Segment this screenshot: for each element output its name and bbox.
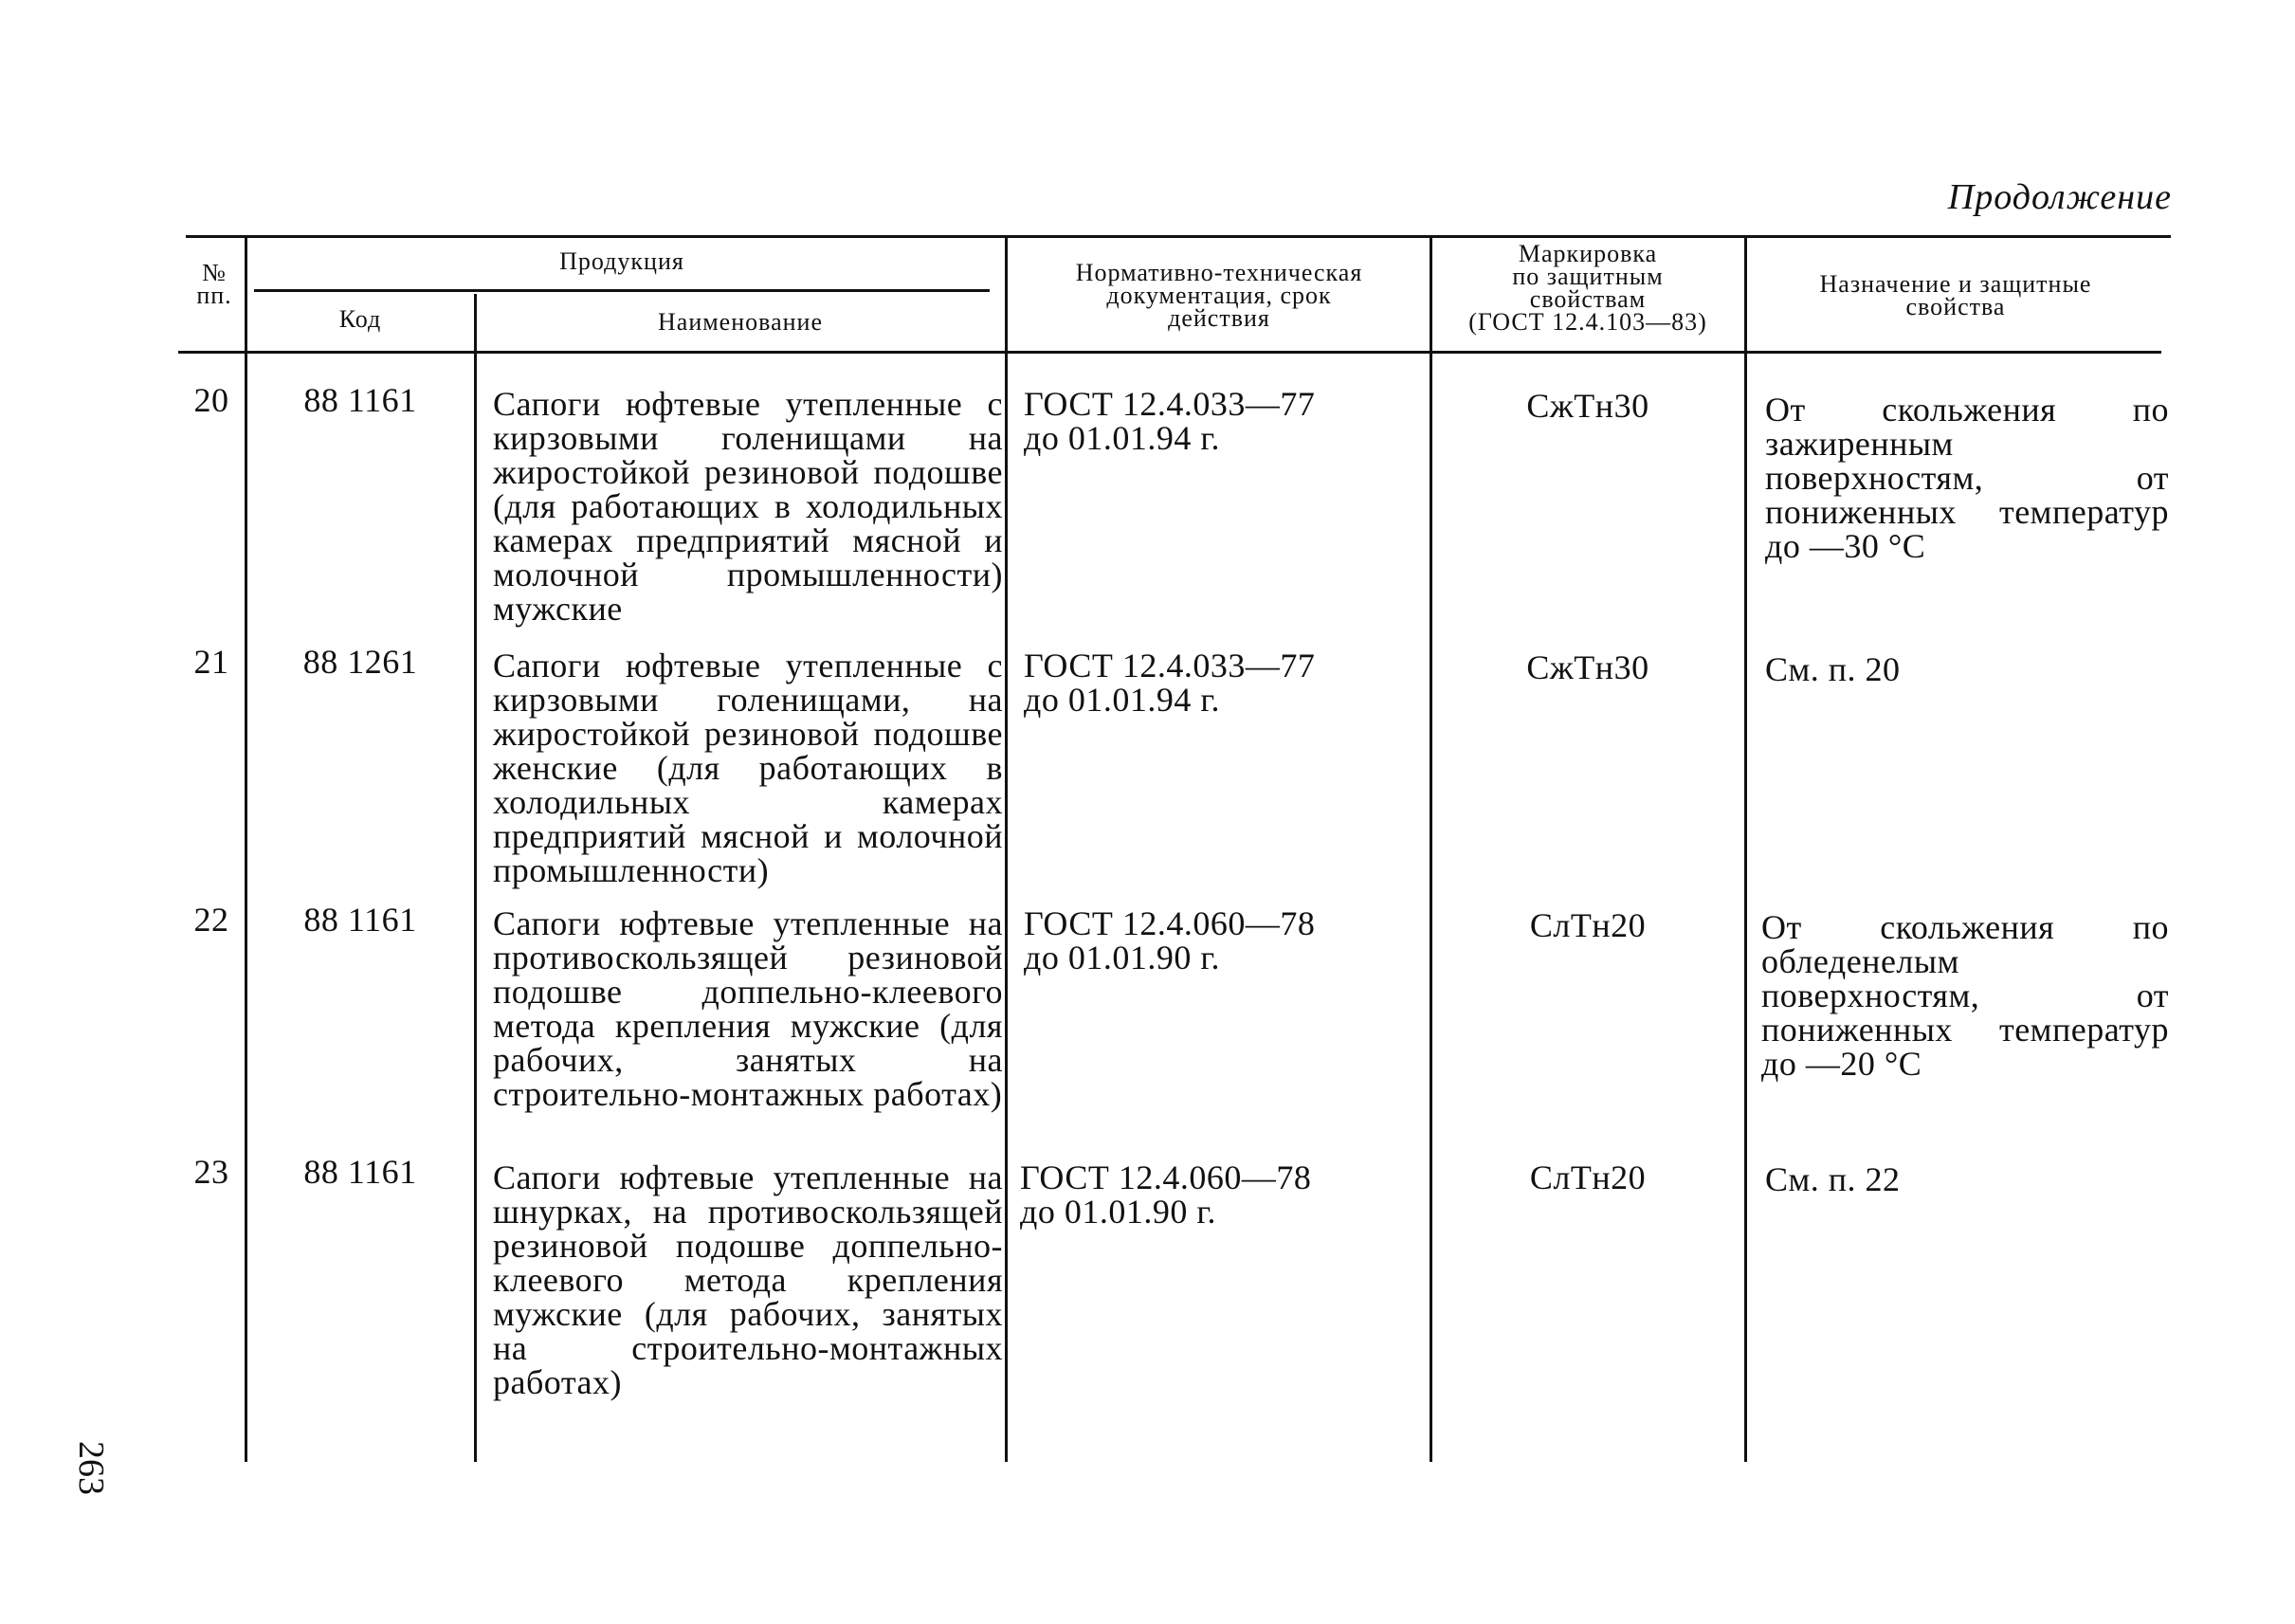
header-name: Наименование bbox=[658, 308, 823, 336]
header-purpose: Назначение и защитные свойства bbox=[1819, 270, 2092, 320]
row-num: 20 bbox=[193, 381, 229, 419]
row-marking: СжТн30 bbox=[1526, 387, 1649, 425]
col-divider-1 bbox=[245, 237, 247, 1462]
header-marking: Маркировка по защитным свойствам (ГОСТ 12.4.103—83) bbox=[1468, 240, 1707, 336]
row-num: 21 bbox=[193, 643, 229, 681]
product-underline bbox=[254, 289, 990, 292]
row-doc: ГОСТ 12.4.060—78 до 01.01.90 г. bbox=[1020, 1159, 1312, 1231]
row-num: 23 bbox=[193, 1153, 229, 1191]
table-top-rule bbox=[186, 235, 2171, 238]
header-normative: Нормативно-техническая документация, срок действия bbox=[1075, 259, 1363, 332]
col-divider-5 bbox=[1744, 237, 1747, 1462]
row-code: 88 1261 bbox=[302, 643, 418, 681]
col-divider-3 bbox=[1005, 237, 1008, 1462]
row-purpose: См. п. 22 bbox=[1765, 1160, 1901, 1198]
row-code: 88 1161 bbox=[303, 901, 417, 939]
header-num: № пп. bbox=[196, 259, 232, 309]
row-marking: СлТн20 bbox=[1529, 906, 1647, 944]
header-code: Код bbox=[338, 305, 382, 333]
row-code: 88 1161 bbox=[303, 381, 417, 419]
col-divider-4 bbox=[1430, 237, 1432, 1462]
row-name: Сапоги юфтевые утепленные с кирзовыми голенищами на жиростойкой резиновой подошве (для работающих в холодильных камерах предприятий мясной и молочной промышленности) мужские bbox=[493, 385, 1003, 628]
row-num: 22 bbox=[193, 901, 229, 939]
row-doc: ГОСТ 12.4.033—77 до 01.01.94 г. bbox=[1024, 647, 1316, 719]
row-purpose: От скольжения по зажиренным поверхностям, от пониженных температур до —30 °С bbox=[1765, 391, 2169, 565]
header-product: Продукция bbox=[559, 247, 684, 275]
row-marking: СжТн30 bbox=[1526, 648, 1649, 686]
row-name: Сапоги юфтевые утепленные на шнурках, на противоскользящей резиновой подошве доппельно-клеевого метода крепления мужские (для рабочих, занятых на строительно-монтажных работах) bbox=[493, 1159, 1003, 1401]
row-code: 88 1161 bbox=[303, 1153, 417, 1191]
row-purpose: См. п. 20 bbox=[1765, 650, 1901, 688]
col-divider-2 bbox=[474, 294, 477, 1462]
row-purpose: От скольжения по обледенелым поверхностям, от пониженных температур до —20 °С bbox=[1761, 908, 2169, 1083]
continuation-label: Продолжение bbox=[1947, 177, 2172, 217]
row-doc: ГОСТ 12.4.033—77 до 01.01.94 г. bbox=[1024, 385, 1316, 457]
row-name: Сапоги юфтевые утепленные с кирзовыми голенищами, на жиростойкой резиновой подошве женские (для работающих в холодильных камерах предприятий мясной и молочной промышленности) bbox=[493, 647, 1003, 889]
row-doc: ГОСТ 12.4.060—78 до 01.01.90 г. bbox=[1024, 904, 1316, 976]
row-name: Сапоги юфтевые утепленные на противоскользящей резиновой подошве доппельно-клеевого метода крепления мужские (для рабочих, занятых на строительно-монтажных работах) bbox=[493, 904, 1003, 1113]
page-number: 263 bbox=[71, 1441, 111, 1495]
row-marking: СлТн20 bbox=[1529, 1159, 1647, 1196]
